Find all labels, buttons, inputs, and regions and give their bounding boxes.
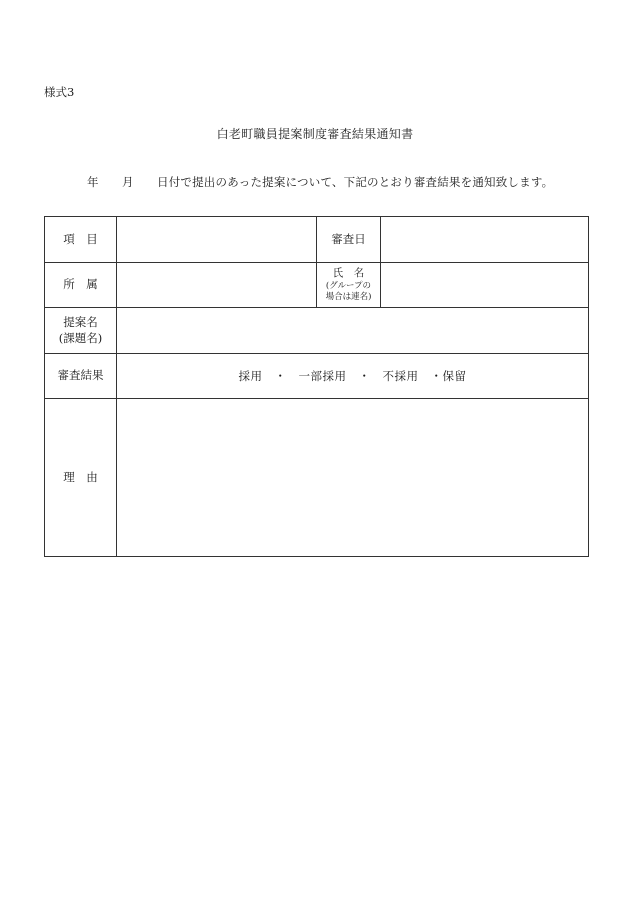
row-item (45, 217, 589, 263)
intro-month-label: 月 (122, 175, 134, 189)
proposal-name-label-cell (45, 308, 117, 354)
name-label-cell (317, 263, 381, 308)
reason-field[interactable] (117, 399, 589, 557)
review-result-table (44, 216, 589, 557)
intro-year-label: 年 (87, 175, 99, 189)
name-note-line2: 場合は連名) (325, 291, 372, 302)
review-date-field[interactable] (381, 217, 589, 263)
proposal-name-label: 提案名 (63, 314, 98, 329)
name-field[interactable] (381, 263, 589, 308)
row-affiliation (45, 263, 589, 308)
reason-label: 理 由 (45, 399, 117, 557)
row-reason (45, 399, 589, 557)
item-value-field[interactable] (117, 217, 317, 263)
name-label: 氏 名 (332, 267, 365, 280)
result-options[interactable]: 採用 ・ 一部採用 ・ 不採用 ・保留 (117, 354, 589, 399)
intro-text: 日付で提出のあった提案について、下記のとおり審査結果を通知致します。 (157, 175, 554, 189)
review-date-label: 審査日 (317, 217, 381, 263)
affiliation-label: 所 属 (45, 263, 117, 308)
document-title: 白老町職員提案制度審査結果通知書 (216, 127, 414, 141)
form-number: 様式3 (44, 85, 75, 99)
item-label: 項 目 (45, 217, 117, 263)
result-label: 審査結果 (45, 354, 117, 399)
name-note-line1: (グループの (325, 280, 372, 291)
proposal-name-sub-label: (課題名) (58, 330, 103, 345)
row-proposal-name (45, 308, 589, 354)
proposal-name-field[interactable] (117, 308, 589, 354)
affiliation-field[interactable] (117, 263, 317, 308)
row-result (45, 354, 589, 399)
